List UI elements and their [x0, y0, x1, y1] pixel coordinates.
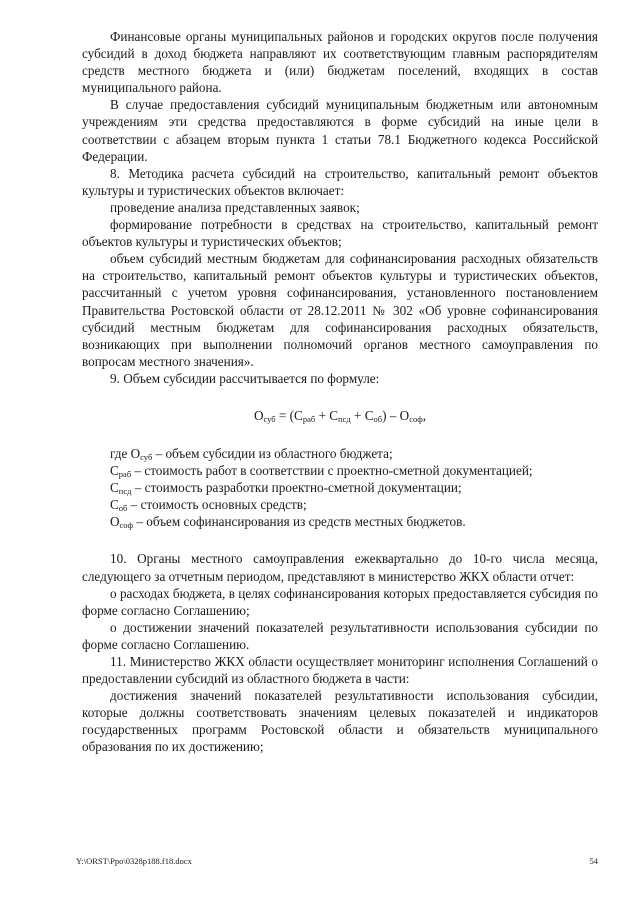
page-number: 54 — [589, 856, 598, 866]
definition-sub: раб — [118, 469, 132, 480]
definition-sub: соф — [119, 520, 134, 531]
paragraph: проведение анализа представленных заявок; — [110, 199, 360, 215]
formula-sub: соф — [409, 413, 423, 424]
definition-symbol: С — [110, 463, 119, 479]
definition-sub: суб — [140, 451, 153, 462]
definition-sub: псд — [118, 486, 132, 497]
paragraph: Финансовые органы муниципальных районов и городских округов после получения субсидий в доход бюджета направляют их соответствующим главным распорядителям средств местного бюджета и (или) бюджетам поселений, входящих в состав муниципального района. — [82, 29, 598, 96]
paragraph: о достижении значений показателей результативности использования субсидии по форме согласно Соглашению. — [82, 619, 598, 652]
paragraph: объем субсидий местным бюджетам для софинансирования расходных обязательств на строительство, капитальный ремонт объектов культуры и туристических объектов, рассчитанный с учетом уровня софинансирования, установленного постановлением Правительства Ростовской области от 28.12.2011 № 302 «Об уровне софинансирования субсидий местным бюджетам для софинансирования расходных обязательств, возникающих при выполнении полномочий органов местного самоуправления по вопросам местного значения». — [82, 251, 598, 369]
definition-symbol: где О — [110, 445, 141, 461]
definition-line — [82, 513, 598, 530]
definition-symbol: С — [110, 480, 119, 496]
spacer — [82, 530, 598, 550]
file-path: Y:\ORST\Ppo\0328p188.f18.docx — [76, 856, 192, 866]
formula-sub: об — [373, 413, 383, 424]
paragraph: В случае предоставления субсидий муниципальным бюджетным или автономным учреждениям эти средства предоставляются в форме субсидий на иные цели в соответствии с абзацем вторым пункта 1 статьи 78.1 Бюджетного кодекса Российской Федерации. — [82, 97, 598, 164]
definition-text: – стоимость основных средств; — [127, 497, 307, 513]
formula-part: + С — [315, 407, 339, 423]
definition-text: – объем субсидии из областного бюджета; — [152, 445, 393, 461]
paragraph: 11. Министерство ЖКХ области осуществляет мониторинг исполнения Соглашений о предоставлении субсидий из областного бюджета в части: — [82, 654, 598, 687]
paragraph: 10. Органы местного самоуправления ежеквартально до 10-го числа месяца, следующего за отчетным периодом, представляют в министерство ЖКХ области отчет: — [82, 551, 598, 584]
definition-line — [82, 496, 598, 513]
definition-symbol: О — [110, 514, 120, 530]
definition-line — [82, 479, 598, 496]
definition-text: – стоимость разработки проектно-сметной документации; — [131, 480, 462, 496]
definition-symbol: С — [110, 497, 119, 513]
paragraph: 9. Объем субсидии рассчитывается по формуле: — [110, 370, 380, 386]
formula-part: + С — [350, 407, 374, 423]
formula-sub: суб — [263, 413, 276, 424]
paragraph: формирование потребности в средствах на строительство, капитальный ремонт объектов культуры и туристических объектов; — [82, 217, 598, 250]
subsidy-formula — [82, 407, 598, 424]
formula-part: = (С — [275, 407, 303, 423]
definition-text: – объем софинансирования из средств местных бюджетов. — [133, 514, 466, 530]
paragraph: о расходах бюджета, в целях софинансирования которых предоставляется субсидия по форме согласно Соглашению; — [82, 585, 598, 618]
formula-sub: раб — [302, 413, 316, 424]
document-body — [82, 28, 598, 756]
formula-lhs: О — [253, 407, 264, 423]
paragraph: 8. Методика расчета субсидий на строительство, капитальный ремонт объектов культуры и туристических объектов включает: — [82, 165, 598, 198]
formula-part: , — [422, 407, 427, 423]
definition-line — [82, 445, 598, 462]
paragraph: достижения значений показателей результативности использования субсидии, которые должны соответствовать значениям целевых показателей и индикаторов государственных программ Ростовской области и обязательств муниципального образования по их достижению; — [82, 688, 598, 755]
formula-part: ) – О — [382, 407, 410, 423]
definition-line — [82, 462, 598, 479]
definition-text: – стоимость работ в соответствии с проектно-сметной документацией; — [131, 463, 533, 479]
formula-sub: псд — [338, 413, 351, 424]
definition-sub: об — [118, 503, 128, 514]
